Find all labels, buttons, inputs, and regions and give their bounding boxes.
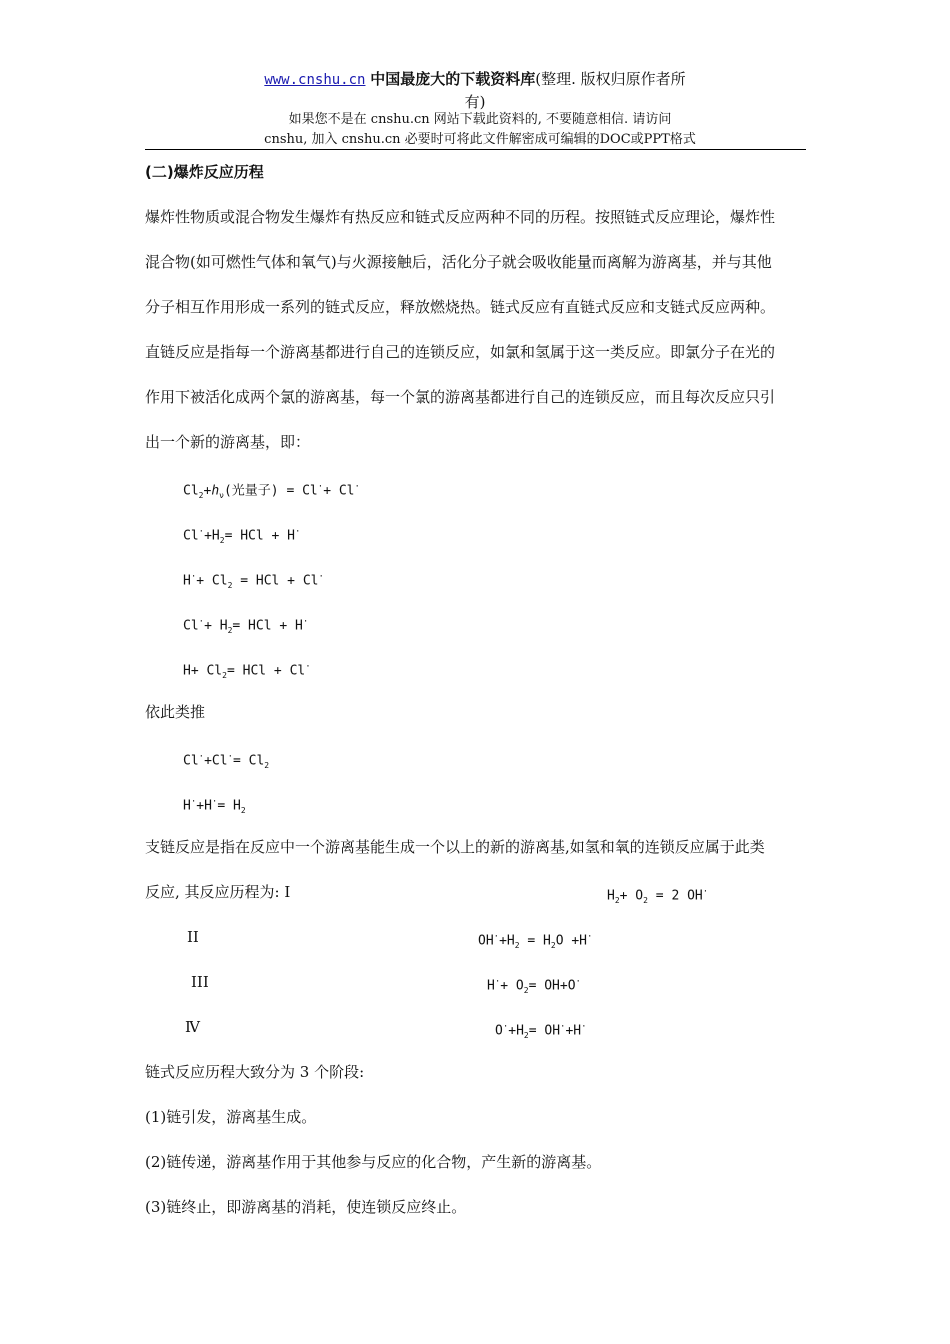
equation-branch-4: $O^\cdot+H_2= OH^\cdot+H^\cdot$ (495, 1022, 587, 1040)
copyright-note: (整理. 版权归原作者所 (535, 70, 686, 88)
equation-branch-1: $H_2+ O_2 = 2$ OH· (607, 887, 709, 905)
roman-numeral-4: Ⅳ (185, 1018, 200, 1036)
header-divider (145, 149, 806, 150)
equation-branch-3: $H^\cdot+ O_2= OH+O^\cdot$ (487, 977, 581, 995)
straight-chain-line-2: 作用下被活化成两个氯的游离基，每一个氯的游离基都进行自己的连锁反应，而且每次反应只引 (145, 388, 776, 406)
equation-initiation: $Cl_2+h_\nu$(光量子) = Cl·+ Cl· (183, 482, 360, 500)
roman-numeral-3: III (191, 973, 209, 991)
equation-step-2: $H^\cdot+ Cl_2$ = HCl + Cl· (183, 572, 324, 590)
site-link[interactable]: www.cnshu.cn (264, 72, 366, 88)
equation-step-1: $Cl^\cdot+H_2=$ HCl + H· (183, 527, 301, 545)
straight-chain-line-3: 出一个新的游离基，即： (145, 433, 311, 451)
notice-line-2: cnshu, 加入 cnshu.cn 必要时可将此文件解密成可编辑的DOC或PPT格式 (264, 132, 696, 147)
section-title: (二)爆炸反应历程 (145, 163, 264, 181)
equation-termination-1: $Cl^\cdot+Cl^\cdot= Cl_2$ (183, 752, 270, 770)
branch-chain-line-2: 反应, 其反应历程为: I (145, 883, 291, 901)
page-header (145, 68, 805, 113)
site-title: 中国最庞大的下载资料库 (370, 70, 536, 88)
equation-step-3: $Cl^\cdot+ H_2=$ HCl + H· (183, 617, 309, 635)
intro-line-1: 爆炸性物质或混合物发生爆炸有热反应和链式反应两种不同的历程。按照链式反应理论，爆炸性 (145, 208, 776, 226)
copyright-note-cont: 有) (464, 93, 486, 111)
stage-1: (1)链引发，游离基生成。 (145, 1108, 317, 1126)
stages-intro: 链式反应历程大致分为 3 个阶段: (145, 1063, 365, 1081)
notice-line-1: 如果您不是在 cnshu.cn 网站下载此资料的, 不要随意相信. 请访问 (288, 112, 672, 127)
stage-3: (3)链终止，即游离基的消耗，使连锁反应终止。 (145, 1198, 467, 1216)
equation-termination-2: $H^\cdot+H^\cdot= H_2$ (183, 797, 246, 815)
header-notice (145, 110, 815, 150)
equation-branch-2: $OH^\cdot+H_2 = H_2O +H^\cdot$ (478, 932, 593, 950)
intro-line-3: 分子相互作用形成一系列的链式反应，释放燃烧热。链式反应有直链式反应和支链式反应两种。 (145, 298, 776, 316)
analogy-text: 依此类推 (145, 703, 206, 721)
roman-numeral-2: II (187, 928, 199, 946)
intro-line-2: 混合物(如可燃性气体和氧气)与火源接触后，活化分子就会吸收能量而离解为游离基，并与其他 (145, 253, 772, 271)
stage-2: (2)链传递，游离基作用于其他参与反应的化合物，产生新的游离基。 (145, 1153, 602, 1171)
equation-photon-label: (光量子) = Cl (223, 483, 318, 499)
straight-chain-line-1: 直链反应是指每一个游离基都进行自己的连锁反应，如氯和氢属于这一类反应。即氯分子在光的 (145, 343, 776, 361)
equation-step-4: $H+ Cl_2=$ HCl + Cl· (183, 662, 311, 680)
branch-chain-line-1: 支链反应是指在反应中一个游离基能生成一个以上的新的游离基,如氢和氧的连锁反应属于此类 (145, 838, 765, 856)
